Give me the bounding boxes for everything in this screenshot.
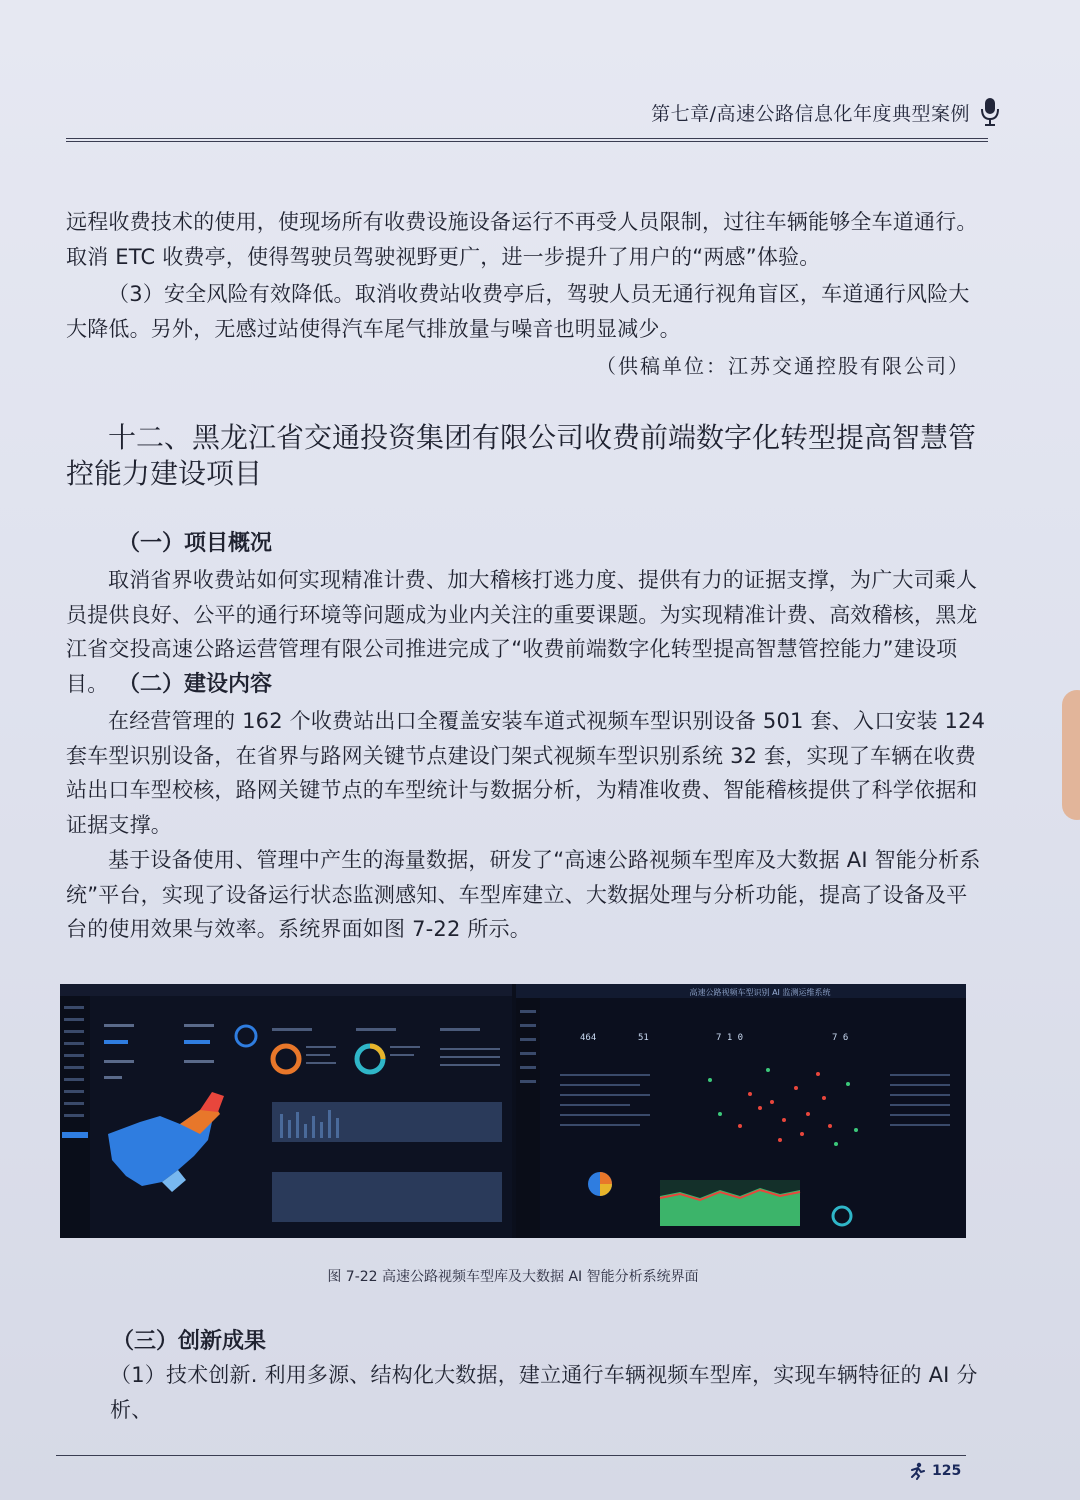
subhead-overview: （一）项目概况 [118, 531, 273, 556]
chapter-title: 第七章/高速公路信息化年度典型案例 [651, 102, 970, 125]
stat-value-a: 464 [580, 1033, 597, 1043]
reader-thumb [1062, 690, 1080, 820]
innovation-paragraph: （1）技术创新. 利用多源、结构化大数据，建立通行车辆视频车型库，实现车辆特征的 AI 分析、 [110, 1363, 978, 1422]
microphone-icon [980, 97, 1000, 127]
content-paragraph-1: 在经营管理的 162 个收费站出口全覆盖安装车道式视频车型识别设备 501 套、入口安装 124 套车型识别设备，在省界与路网关键节点建设门架式视频车型识别系统 32 套，实现了车辆在收费站出口车型校核，路网关键节点的车型统计与数据分析，为精准收费、智能稽核提供了科学依据和证据支撑。 [66, 709, 986, 837]
figure-caption: 图 7-22 高速公路视频车型库及大数据 AI 智能分析系统界面 [327, 1269, 699, 1285]
header-rule [66, 138, 988, 139]
stat-value-d: 7 6 [832, 1033, 849, 1043]
page-number [908, 1462, 961, 1480]
section-title: 十二、黑龙江省交通投资集团有限公司收费前端数字化转型提高智慧管控能力建设项目 [66, 421, 977, 490]
dashboard-figure [60, 984, 966, 1238]
intro-paragraph-2: （3）安全风险有效降低。取消收费站收费亭后，驾驶人员无通行视角盲区，车道通行风险大大降低。另外，无感过站使得汽车尾气排放量与噪音也明显减少。 [66, 282, 970, 341]
dashboard-illustration [60, 984, 966, 1238]
intro-paragraph-1: 远程收费技术的使用，使现场所有收费设施设备运行不再受人员限制，过往车辆能够全车道通行。取消 ETC 收费亭，使得驾驶员驾驶视野更广，进一步提升了用户的“两感”体验。 [66, 210, 978, 269]
subhead-innovation: （三）创新成果 [112, 1329, 267, 1354]
subhead-content: （二）建设内容 [118, 672, 273, 697]
running-header [620, 96, 1000, 128]
footer-rule [56, 1455, 966, 1456]
page-number-value: 125 [932, 1463, 962, 1479]
right-panel-title: 高速公路视频车型识别 AI 监测运维系统 [689, 988, 831, 997]
overview-paragraph: 取消省界收费站如何实现精准计费、加大稽核打逃力度、提供有力的证据支撑，为广大司乘人员提供良好、公平的通行环境等问题成为业内关注的重要课题。为实现精准计费、高效稽核，黑龙江省交投高速公路运营管理有限公司推进完成了“收费前端数字化转型提高智慧管控能力”建设项目。 [66, 568, 978, 696]
contributor-credit: （供稿单位：江苏交通控股有限公司） [596, 354, 970, 378]
runner-logo-icon [908, 1462, 926, 1480]
stat-value-c: 7 1 0 [716, 1033, 744, 1043]
header-rule-thin [66, 141, 988, 142]
stat-value-b: 51 [638, 1033, 649, 1043]
content-paragraph-2: 基于设备使用、管理中产生的海量数据，研发了“高速公路视频车型库及大数据 AI 智能分析系统”平台，实现了设备运行状态监测感知、车型库建立、大数据处理与分析功能，提高了设备及平台的使用效果与效率。系统界面如图 7-22 所示。 [66, 848, 981, 941]
